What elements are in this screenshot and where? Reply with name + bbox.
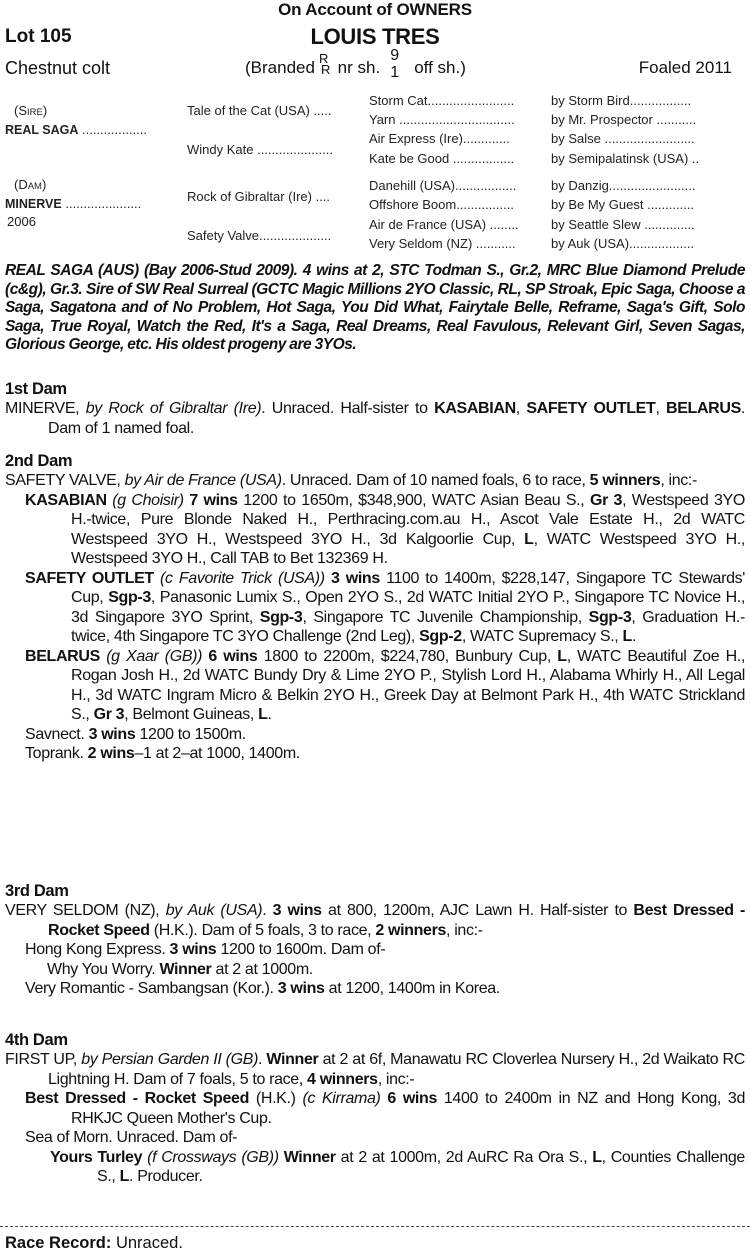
race-record-value: Unraced. (115, 1234, 183, 1252)
gen3-sire: by Seattle Slew .............. (551, 217, 695, 232)
gen3-name: Yarn ................................ (369, 112, 515, 127)
gen3-name: Air de France (USA) ........ (369, 217, 519, 232)
gen3-name: Kate be Good ................. (369, 151, 515, 166)
gen3-sire: by Danzig........................ (551, 178, 696, 193)
gen3-name: Very Seldom (NZ) ........... (369, 236, 516, 251)
pedigree-entry: MINERVE, by Rock of Gibraltar (Ire). Unraced. Half-sister to KASABIAN, SAFETY OUTLET, BELARUS. Dam of 1 named foal. (5, 400, 745, 437)
divider (0, 1226, 750, 1227)
gen3-sire: by Auk (USA).................. (551, 236, 695, 251)
pedigree-entry: Sea of Morn. Unraced. Dam of- (25, 1129, 238, 1146)
section-heading: 4th Dam (5, 1031, 68, 1049)
pedigree-entry: Very Romantic - Sambangsan (Kor.). 3 wins at 1200, 1400m in Korea. (25, 980, 500, 997)
pedigree-entry: SAFETY OUTLET (c Favorite Trick (USA)) 3 wins 1100 to 1400m, $228,147, Singapore TC Stewards' Cup, Sgp-3, Panasonic Lumix S., Open 2YO S., 2d WATC Initial 2YO P., Singapore TC Novice H., 3d Singapore 3YO Sprint, Sgp-3, Singapore TC Juvenile Championship, Sgp-3, Graduation H.-twice, 4th Singapore TC 3YO Challenge (2nd Leg), Sgp-2, WATC Supremacy S., L. (25, 569, 745, 645)
section-heading: 3rd Dam (5, 882, 69, 900)
pedigree-entry: VERY SELDOM (NZ), by Auk (USA). 3 wins at 800, 1200m, AJC Lawn H. Half-sister to Best Dressed - Rocket Speed (H.K.). Dam of 5 foals, 3 to race, 2 winners, inc:- (5, 902, 746, 939)
colour-sex: Chestnut colt (5, 58, 111, 78)
dam-dam: Safety Valve.................... (187, 228, 332, 243)
dam-section (5, 1030, 745, 1187)
gen3-sire: by Semipalatinsk (USA) .. (551, 151, 700, 166)
gen3-sire: by Salse ......................... (551, 131, 695, 146)
pedigree-entry: Best Dressed - Rocket Speed (H.K.) (c Kirrama) 6 wins 1400 to 2400m in NZ and Hong Kong, 3d RHKJC Queen Mother's Cup. (25, 1090, 745, 1127)
section-heading: 2nd Dam (5, 452, 73, 470)
pedigree-entry: Toprank. 2 wins–1 at 2–at 1000, 1400m. (25, 745, 300, 762)
dam-section (5, 881, 745, 999)
pedigree-entry: FIRST UP, by Persian Garden II (GB). Winner at 2 at 6f, Manawatu RC Cloverlea Nursery H., 2d Waikato RC Lightning H. Dam of 7 foals, 5 to race, 4 winners, inc:- (5, 1051, 745, 1088)
gen3-sire: by Storm Bird................. (551, 93, 692, 108)
near-label: nr sh. (337, 58, 381, 77)
sire-sire: Tale of the Cat (USA) ..... (187, 103, 332, 118)
gen3-sire: by Be My Guest ............. (551, 197, 695, 212)
pedigree-entry: BELARUS (g Xaar (GB)) 6 wins 1800 to 2200m, $224,780, Bunbury Cup, L, WATC Beautiful Zoe H., Rogan Josh H., 2d WATC Bundy Dry & Lime 2YO P., Stylish Lord H., Alabama Whirly H., All Legal H., 3d WATC Ingram Micro & Belkin 2YO H., Greek Day at Belmont Park H., 4th WATC Strickland S., Gr 3, Belmont Guineas, L. (25, 647, 745, 723)
off-label: off sh.) (414, 58, 466, 77)
pedigree-entry: Why You Worry. Winner at 2 at 1000m. (47, 960, 313, 978)
lot-number: Lot 105 (5, 26, 72, 47)
brand-description (245, 47, 466, 81)
race-record (5, 1234, 183, 1253)
sire-dam: Windy Kate ..................... (187, 142, 333, 157)
dam-foal-year: 2006 (7, 214, 36, 229)
race-record-label: Race Record: (5, 1234, 112, 1252)
gen3-name: Offshore Boom................ (369, 197, 514, 212)
section-heading: 1st Dam (5, 380, 67, 398)
pedigree-entry: SAFETY VALVE, by Air de France (USA). Unraced. Dam of 10 named foals, 6 to race, 5 winners, inc:- (5, 472, 697, 489)
vendor-line: On Account of OWNERS (278, 0, 472, 19)
pedigree-entry: KASABIAN (g Choisir) 7 wins 1200 to 1650m, $348,900, WATC Asian Beau S., Gr 3, Westspeed 3YO H.-twice, Pure Blonde Naked H., Perthracing.com.au H., Ascot Vale Estate H., 2d WATC Westspeed 3YO H., Westspeed 3YO H., 3d Kalgoorlie Cup, L, WATC Westspeed 3YO H., Westspeed 3YO H., Call TAB to Bet 132369 H. (25, 491, 746, 567)
dam-sire: Rock of Gibraltar (Ire) .... (187, 189, 331, 204)
off-shoulder-brand-mark: 9 1 (390, 47, 400, 81)
sire-label: (SIRE) (14, 103, 48, 118)
gen3-name: Air Express (Ire)............. (369, 131, 510, 146)
gen3-name: Danehill (USA)................. (369, 178, 517, 193)
pedigree-entry: Yours Turley (f Crossways (GB)) Winner at 2 at 1000m, 2d AuRC Ra Ora S., L, Counties Challenge S., L. Producer. (50, 1148, 745, 1185)
pedigree-entry: Hong Kong Express. 3 wins 1200 to 1600m. Dam of- (25, 941, 386, 958)
dam-label: (DAM) (14, 177, 47, 192)
dam-name: MINERVE ..................... (5, 196, 142, 211)
gen3-sire: by Mr. Prospector ........... (551, 112, 697, 127)
foaled-year: Foaled 2011 (638, 58, 732, 77)
dam-section (5, 451, 745, 764)
dam-section (5, 379, 745, 438)
gen3-name: Storm Cat........................ (369, 93, 515, 108)
brand-prefix: (Branded (245, 58, 315, 77)
sire-name: REAL SAGA .................. (5, 122, 148, 137)
horse-name: LOUIS TRES (310, 24, 440, 49)
pedigree-entry: Savnect. 3 wins 1200 to 1500m. (25, 725, 246, 743)
near-shoulder-brand-mark: R R (318, 51, 331, 77)
sire-description: REAL SAGA (AUS) (Bay 2006-Stud 2009). 4 wins at 2, STC Todman S., Gr.2, MRC Blue Diamond Prelude (c&g), Gr.3. Sire of SW Real Surreal (GCTC Magic Millions 2YO Classic, RL, SP Stroak, Epic Saga, Choose a Saga, Sagatona and of No Problem, Hot Saga, You Did What, Fairytale Belle, Reframe, Saga's Gift, Solo Saga, True Royal, Watch the Red, It's a Saga, Real Dreams, Real Favulous, Relevant Girl, Seven Sagas, Glorious George, etc. His oldest progeny are 3YOs. (5, 262, 745, 353)
